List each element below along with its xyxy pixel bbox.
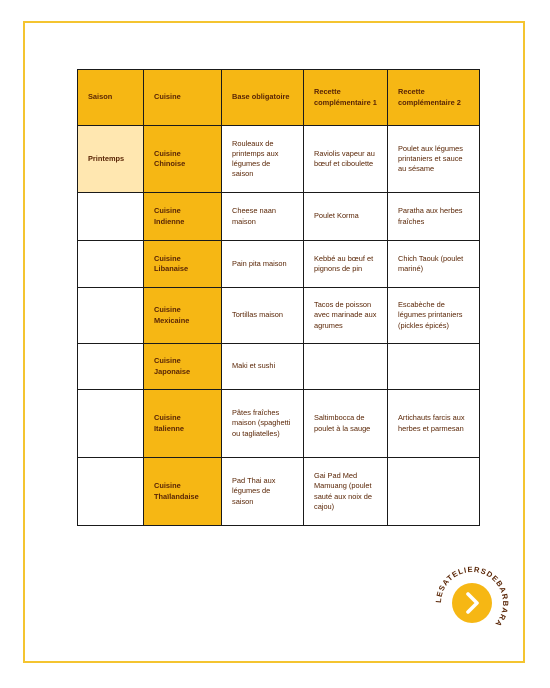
recipe1-cell: Poulet Korma: [304, 193, 388, 241]
header-recette-2: Recette complémentaire 2: [388, 70, 480, 126]
recipe1-cell: Raviolis vapeur au bœuf et ciboulette: [304, 126, 388, 193]
base-cell: Cheese naan maison: [222, 193, 304, 241]
season-cell: [78, 241, 144, 288]
cuisine-cell: Cuisine Thaïlandaise: [144, 458, 222, 526]
header-saison: Saison: [78, 70, 144, 126]
table-row: [78, 241, 480, 288]
table-row: [78, 344, 480, 390]
recipe2-cell: [388, 344, 480, 390]
recipe1-cell: Tacos de poisson avec marinade aux agrumes: [304, 288, 388, 344]
recipe1-cell: Gai Pad Med Mamuang (poulet sauté aux noix de cajou): [304, 458, 388, 526]
base-cell: Pâtes fraîches maison (spaghetti ou tagliatelles): [222, 390, 304, 458]
recipe2-cell: Paratha aux herbes fraîches: [388, 193, 480, 241]
season-cell: [78, 458, 144, 526]
season-cell: [78, 390, 144, 458]
season-cell: [78, 288, 144, 344]
table-row: [78, 390, 480, 458]
header-recette-1: Recette complémentaire 1: [304, 70, 388, 126]
table-row: [78, 288, 480, 344]
base-cell: Pad Thai aux légumes de saison: [222, 458, 304, 526]
cuisine-cell: Cuisine Libanaise: [144, 241, 222, 288]
recipe2-cell: Escabèche de légumes printaniers (pickles épicés): [388, 288, 480, 344]
season-cell: [78, 193, 144, 241]
cuisine-cell: Cuisine Japonaise: [144, 344, 222, 390]
cuisine-cell: Cuisine Italienne: [144, 390, 222, 458]
logo-text-path: LESATELIERSDEBARBARA: [434, 565, 510, 629]
cuisine-cell: Cuisine Indienne: [144, 193, 222, 241]
cuisine-cell: Cuisine Mexicaine: [144, 288, 222, 344]
brand-logo[interactable]: [434, 565, 510, 641]
recipe2-cell: Artichauts farcis aux herbes et parmesan: [388, 390, 480, 458]
recipe1-cell: Kebbé au bœuf et pignons de pin: [304, 241, 388, 288]
recipe2-cell: [388, 458, 480, 526]
recipe1-cell: [304, 344, 388, 390]
base-cell: Rouleaux de printemps aux légumes de saison: [222, 126, 304, 193]
header-cuisine: Cuisine: [144, 70, 222, 126]
table-row: [78, 126, 480, 193]
recipe1-cell: Saltimbocca de poulet à la sauge: [304, 390, 388, 458]
recipe2-cell: Poulet aux légumes printaniers et sauce au sésame: [388, 126, 480, 193]
season-cell: Printemps: [78, 126, 144, 193]
base-cell: Pain pita maison: [222, 241, 304, 288]
menu-table: [77, 69, 480, 526]
cuisine-cell: Cuisine Chinoise: [144, 126, 222, 193]
recipe2-cell: Chich Taouk (poulet mariné): [388, 241, 480, 288]
table-row: [78, 458, 480, 526]
logo-circle: [452, 583, 492, 623]
base-cell: Maki et sushi: [222, 344, 304, 390]
table-header-row: [78, 70, 480, 126]
table-row: [78, 193, 480, 241]
header-base-obligatoire: Base obligatoire: [222, 70, 304, 126]
season-cell: [78, 344, 144, 390]
base-cell: Tortillas maison: [222, 288, 304, 344]
